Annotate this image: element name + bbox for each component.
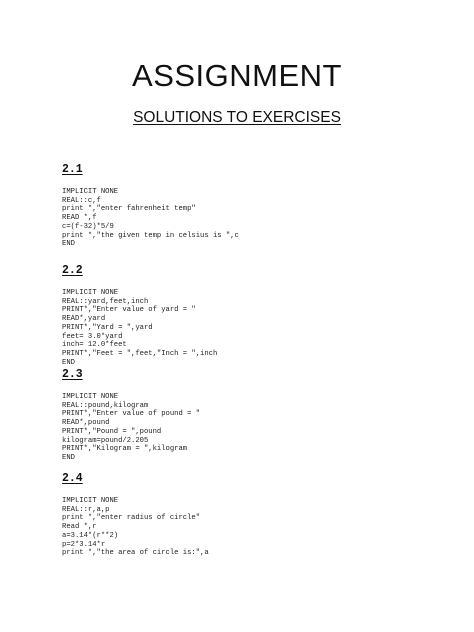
- code-line: IMPLICIT NONE: [62, 393, 119, 401]
- code-line: print *,"the area of circle is:",a: [62, 549, 209, 558]
- code-line: END: [62, 453, 75, 462]
- code-line: inch= 12.0*feet: [62, 341, 127, 350]
- code-line: REAL::c,f: [62, 196, 101, 205]
- code-block: [62, 497, 442, 558]
- code-line: PRINT*,"Pound = ",pound: [62, 427, 162, 436]
- code-line: PRINT*,"Kilogram = ",kilogram: [62, 445, 188, 454]
- code-line: PRINT*,"Yard = ",yard: [62, 323, 153, 332]
- code-line: IMPLICIT NONE: [62, 188, 119, 196]
- code-block: [62, 393, 442, 463]
- code-line: PRINT*,"Feet = ",feet,"Inch = ",inch: [62, 349, 218, 358]
- code-line: PRINT*,"Enter value of pound = ": [62, 410, 201, 419]
- code-block: [62, 188, 442, 249]
- code-line: END: [62, 240, 75, 249]
- exercise-heading: 2.4: [62, 472, 83, 485]
- code-line: print *,"enter fahrenheit temp": [62, 205, 196, 214]
- code-line: IMPLICIT NONE: [62, 289, 119, 297]
- code-line: a=3.14*(r**2): [62, 531, 119, 540]
- exercise-section: [62, 368, 442, 463]
- exercise-section: [62, 163, 442, 249]
- code-line: IMPLICIT NONE: [62, 497, 119, 505]
- code-line: READ*,yard: [62, 315, 106, 324]
- exercise-section: [62, 264, 442, 367]
- code-line: kilogram=pound/2.205: [62, 436, 149, 445]
- exercise-heading: 2.2: [62, 264, 83, 277]
- code-line: Read *,r: [62, 523, 97, 532]
- code-line: READ *,f: [62, 214, 97, 223]
- page-subtitle: SOLUTIONS TO EXERCISES: [133, 109, 341, 126]
- exercise-heading: 2.1: [62, 163, 83, 176]
- page-title: ASSIGNMENT: [132, 58, 342, 93]
- code-line: print *,"enter radius of circle": [62, 514, 201, 523]
- code-line: REAL::r,a,p: [62, 505, 110, 514]
- code-line: REAL::pound,kilogram: [62, 401, 149, 410]
- code-line: REAL::yard,feet,inch: [62, 297, 149, 306]
- code-line: READ*,pound: [62, 419, 110, 428]
- exercise-section: [62, 472, 442, 558]
- code-line: END: [62, 358, 75, 367]
- exercise-heading: 2.3: [62, 368, 83, 381]
- code-block: [62, 289, 442, 367]
- code-line: p=2*3.14*r: [62, 540, 106, 549]
- code-line: c=(f-32)*5/9: [62, 222, 114, 231]
- code-line: PRINT*,"Enter value of yard = ": [62, 306, 196, 315]
- code-line: feet= 3.0*yard: [62, 332, 123, 341]
- code-line: print *,"the given temp in celsius is ",c: [62, 231, 239, 240]
